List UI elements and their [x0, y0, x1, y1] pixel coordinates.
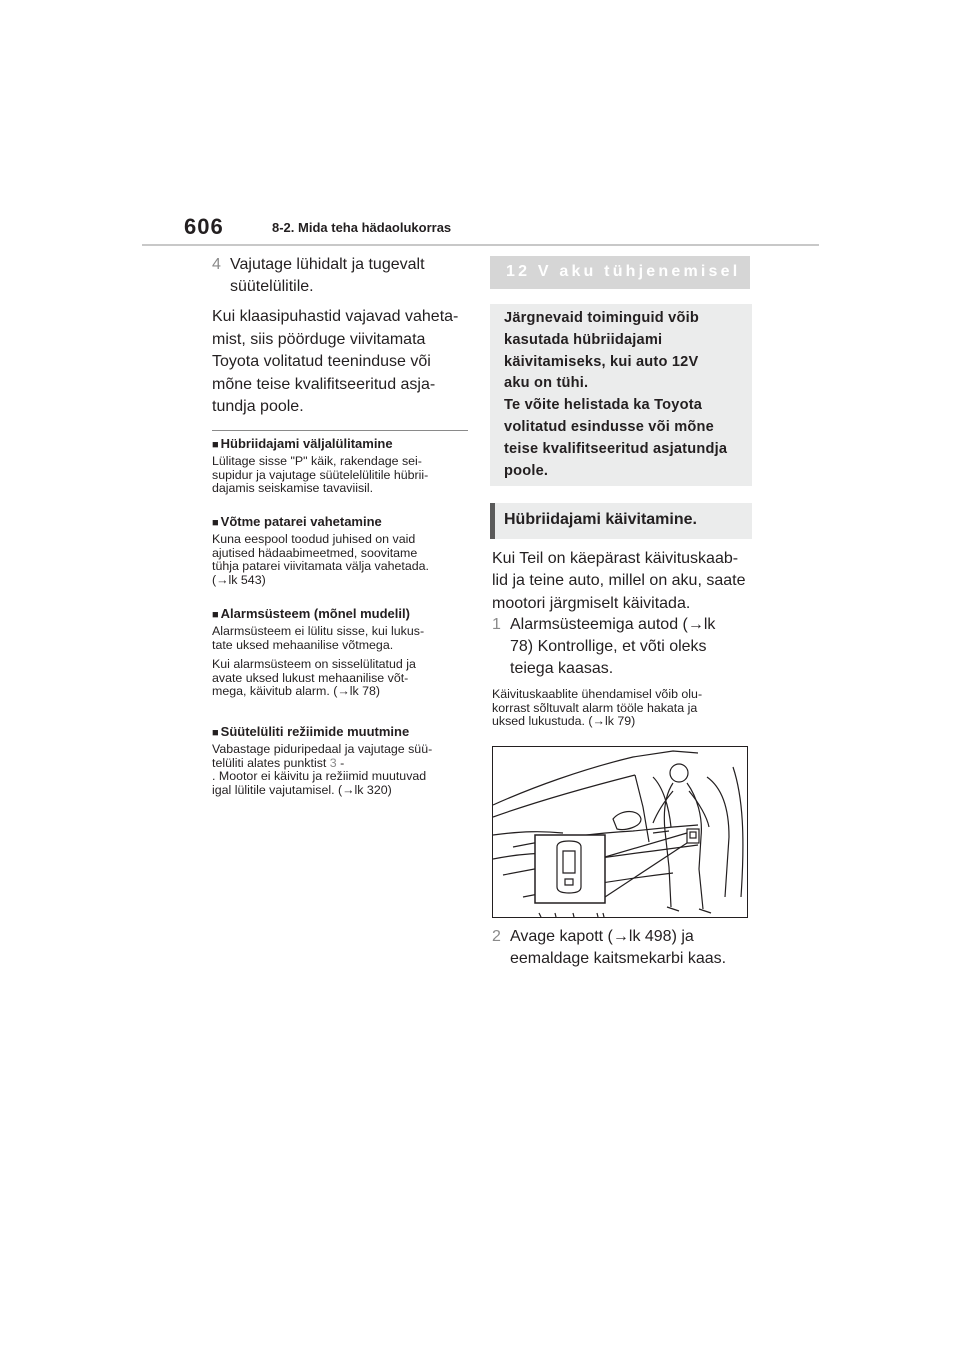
para-line: mootori järgmiselt käivitada.: [492, 594, 691, 612]
note-text: Vabastage piduripedaal ja vajutage süü- telüliti alates punktist 3 - . Mootor ei käivitu ja režiimid muutuvad igal lülitile vajutamisel. (→lk 320): [212, 742, 433, 797]
para-line: mist, siis pöörduge viivitamata: [212, 330, 426, 348]
heading-accent: [490, 503, 495, 539]
para-line: lid ja teine auto, millel on aku, saate: [492, 572, 746, 590]
step-number: 1: [492, 616, 501, 633]
step-ref-number: 3: [329, 755, 337, 770]
note-key-battery: [212, 514, 472, 587]
square-bullet-icon: ■: [212, 439, 219, 451]
step-text: Vajutage lühidalt ja tugevalt süütelülitile.: [230, 256, 425, 295]
note-title: ■ Võtme patarei vahetamine: [212, 514, 382, 529]
note-title: ■ Alarmsüsteem (mõnel mudelil): [212, 606, 410, 621]
person-at-car-door-illustration: [493, 747, 748, 918]
step-number: 2: [492, 928, 501, 945]
square-bullet-icon: ■: [212, 517, 219, 529]
header-divider: [142, 244, 819, 246]
section-divider: [212, 430, 468, 431]
step-text: Avage kapott (→lk 498) ja eemaldage kaitsmekarbi kaas.: [510, 928, 727, 967]
note-title: ■ Hübriidajami väljalülitamine: [212, 436, 393, 451]
step-number: 4: [212, 256, 221, 273]
wiper-paragraph: [212, 306, 468, 419]
para-line: mõne teise kvalifitseeritud asja-: [212, 375, 436, 393]
section-title: 8-2. Mida teha hädaolukorras: [272, 220, 452, 235]
note-text: Lülitage sisse "P" käik, rakendage sei- supidur ja vajutage süütelelülitile hübrii- dajamis seiskamise tavaviisil.: [212, 454, 429, 495]
note-title: ■ Süütelüliti režiimide muutmine: [212, 724, 410, 739]
step-1: [492, 614, 752, 680]
note-text: Kuna eespool toodud juhised on vaid ajutised hädaabimeetmed, soovitame tühja patarei viivitamata välja vahetada. (→lk 543): [212, 532, 429, 587]
heading-text: Hübriidajami käivitamine.: [504, 511, 697, 528]
step-4: [212, 254, 468, 298]
info-box: [490, 304, 752, 486]
para-line: tundja poole.: [212, 398, 304, 415]
chapter-title: 12 V aku tühjenemisel: [506, 263, 741, 280]
para-line: Toyota volitatud teeninduse või: [212, 353, 431, 370]
jumpstart-paragraph: [492, 548, 752, 615]
page-number: 606: [184, 214, 224, 239]
note-text: Kui alarmsüsteem on sisselülitatud ja avate uksed lukust mehaanilise võt- mega, käivitub alarm. (→lk 78): [212, 657, 416, 698]
square-bullet-icon: ■: [212, 609, 219, 621]
subsection-heading: [490, 503, 752, 539]
note-text: Alarmsüsteem ei lülitu sisse, kui lukus- tate uksed mehaanilise võtmega.: [212, 624, 425, 652]
para-line: Kui klaasipuhastid vajavad vaheta-: [212, 308, 459, 325]
square-bullet-icon: ■: [212, 727, 219, 739]
car-key-illustration: [492, 746, 748, 918]
note-ignition-modes: [212, 724, 472, 797]
para-line: Kui Teil on käepärast käivituskaab-: [492, 550, 739, 567]
note-hybrid-off: [212, 436, 472, 496]
note-alarm: [212, 606, 472, 699]
info-text: Järgnevaid toiminguid võib kasutada hübriidajami käivitamiseks, kui auto 12V aku on tühi. Te võite helistada ka Toyota volitatud esindusse või mõne teise kvalifitseeritud asjatundja poole.: [504, 310, 728, 479]
jumpstart-note: Käivituskaablite ühendamisel võib olu- korrast sõltuvalt alarm tööle hakata ja uksed lukustuda. (→lk 79): [492, 687, 703, 728]
step-2: [492, 926, 752, 970]
step-text: Alarmsüsteemiga autod (→lk 78) Kontrollige, et võti oleks teiega kaasas.: [510, 616, 716, 677]
chapter-title-bar: [490, 256, 750, 289]
